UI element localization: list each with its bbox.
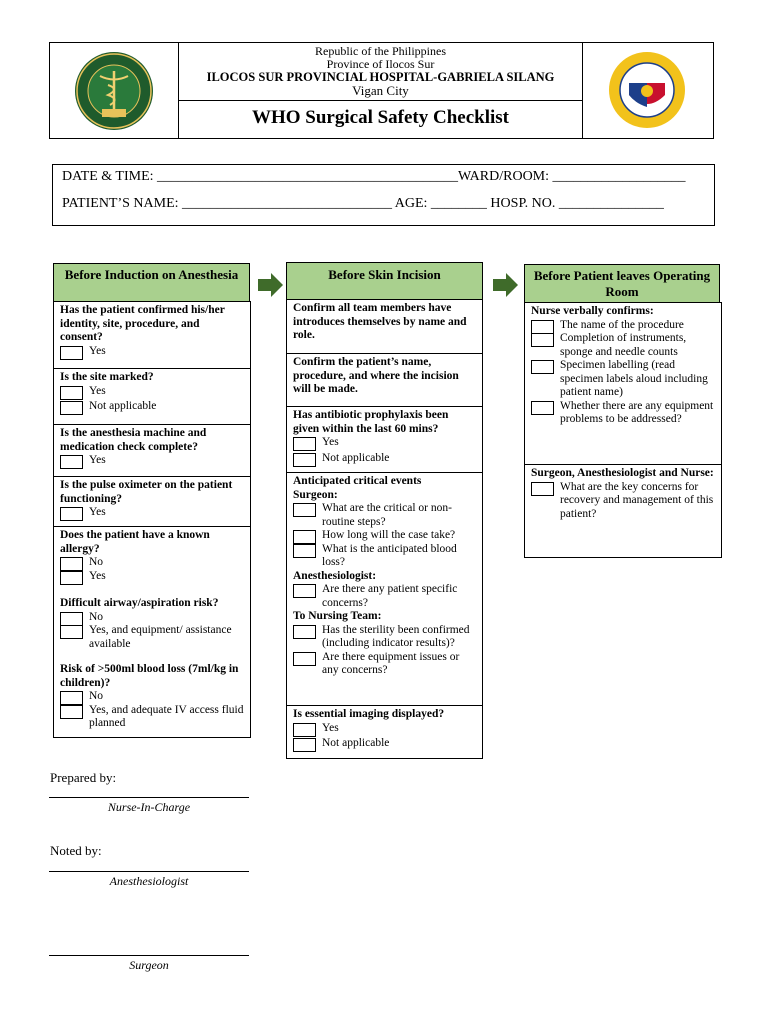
option[interactable] (60, 611, 244, 625)
option[interactable] (293, 651, 476, 678)
option-label: No (89, 610, 104, 623)
hospital-seal-cell (50, 43, 179, 138)
noted-by-label: Noted by: (50, 843, 102, 858)
surgeon-label: Surgeon (129, 958, 169, 972)
col1-section-risks (54, 527, 250, 737)
option[interactable] (293, 737, 476, 751)
document-header (49, 42, 714, 139)
option-label: Yes (89, 569, 106, 582)
col2-checklist (286, 299, 483, 759)
question: Anticipated critical events (293, 475, 422, 487)
question: Difficult airway/aspiration risk? (60, 597, 219, 609)
option-label: What are the critical or non-routine steps? (322, 502, 452, 528)
subheading: To Nursing Team: (293, 610, 382, 622)
option-label: Yes (322, 721, 339, 734)
option[interactable] (60, 400, 244, 414)
option-label: Yes (89, 506, 106, 518)
option-label: Yes (89, 344, 106, 357)
question: Nurse verbally confirms: (531, 305, 654, 317)
option[interactable] (60, 454, 244, 468)
option-label: Are there equipment issues or any concerns? (322, 650, 460, 676)
option[interactable] (531, 481, 715, 522)
option[interactable] (60, 624, 244, 651)
col2-section-antibiotic (287, 407, 482, 473)
option[interactable] (60, 690, 244, 704)
republic-line: Republic of the Philippines (315, 44, 446, 58)
option[interactable] (60, 556, 244, 570)
option[interactable] (531, 400, 715, 427)
option-label: Not applicable (322, 451, 390, 464)
col2-header: Before Skin Incision (286, 262, 483, 300)
col3-section-team (525, 465, 721, 557)
option-label: Yes (322, 436, 339, 448)
header-text (178, 43, 583, 138)
signature-line[interactable] (49, 797, 249, 798)
col3-section-nurse (525, 303, 721, 465)
option[interactable] (531, 332, 715, 359)
question: Does the patient have a known allergy? (60, 529, 210, 555)
question: Is the anesthesia machine and medication check complete? (60, 427, 207, 453)
question: Surgeon, Anesthesiologist and Nurse: (531, 467, 714, 479)
option-label: Yes, and adequate IV access fluid planned (89, 703, 244, 729)
checkbox[interactable] (293, 503, 316, 517)
option-label: No (89, 690, 104, 702)
question: Risk of >500ml blood loss (7ml/kg in children)? (60, 663, 239, 689)
checkbox[interactable] (60, 571, 83, 585)
option[interactable] (293, 722, 476, 736)
question: Is the pulse oximeter on the patient functioning? (60, 479, 233, 505)
hospital-seal-icon (50, 43, 178, 138)
signature-line[interactable] (49, 871, 249, 872)
anesthesiologist-label: Anesthesiologist (109, 874, 189, 888)
subheading: Surgeon: (293, 488, 338, 501)
option[interactable] (60, 570, 244, 584)
col1-section-oximeter (54, 477, 250, 527)
col1-checklist (53, 301, 251, 738)
province-seal-icon (583, 43, 713, 138)
option-label: No (89, 556, 104, 568)
option-label: Yes, and equipment/ assistance available (89, 624, 232, 650)
province-line: Province of Ilocos Sur (326, 57, 435, 71)
option-label: How long will the case take? (322, 529, 456, 541)
option-label: Has the sterility been confirmed (including indicator results)? (322, 623, 470, 649)
option[interactable] (293, 529, 476, 543)
checkbox[interactable] (60, 507, 83, 521)
option[interactable] (293, 624, 476, 651)
province-seal-cell (582, 43, 713, 138)
col1-header: Before Induction on Anesthesia (53, 263, 250, 302)
col1-section-anesthesia (54, 425, 250, 477)
option[interactable] (293, 502, 476, 529)
option-label: What are the key concerns for recovery and management of this patient? (560, 480, 714, 520)
prepared-by-label: Prepared by: (50, 770, 117, 785)
patient-info-box (52, 164, 715, 226)
arrow-right-icon (258, 272, 284, 298)
option-label: Whether there are any equipment problems to be addressed? (560, 399, 714, 425)
checkbox[interactable] (60, 346, 83, 360)
checkbox[interactable] (293, 738, 316, 752)
checkbox[interactable] (531, 360, 554, 374)
question: Confirm the patient’s name, procedure, and where the incision will be made. (293, 356, 459, 395)
option[interactable] (293, 436, 476, 450)
col2-section-imaging (287, 706, 482, 758)
checkbox[interactable] (293, 544, 316, 558)
option-label: Are there any patient specific concerns? (322, 583, 458, 609)
option[interactable] (531, 319, 715, 333)
col2-section-confirm (287, 354, 482, 407)
subheading: Anesthesiologist: (293, 569, 377, 582)
checkbox[interactable] (60, 401, 83, 415)
col3-header: Before Patient leaves Operating Room (524, 264, 720, 303)
option-label: Specimen labelling (read specimen labels aloud including patient name) (560, 359, 708, 398)
option[interactable] (293, 543, 476, 570)
checkbox[interactable] (60, 625, 83, 639)
option-label: Not applicable (322, 737, 390, 749)
checkbox[interactable] (60, 455, 83, 469)
col2-section-critical-events (287, 473, 482, 706)
col1-section-site (54, 369, 250, 425)
col2-section-team (287, 300, 482, 354)
checkbox[interactable] (60, 705, 83, 719)
checkbox[interactable] (531, 401, 554, 415)
question: Is essential imaging displayed? (293, 708, 445, 720)
question: Has the patient confirmed his/her identity, site, procedure, and consent? (60, 304, 225, 343)
col1-section-identity (54, 302, 250, 369)
checkbox[interactable] (293, 652, 316, 666)
option-label: Yes (89, 454, 106, 466)
option[interactable] (60, 506, 244, 520)
option-label: What is the anticipated blood loss? (322, 542, 457, 568)
option-label: Yes (89, 384, 106, 397)
question: Is the site marked? (60, 371, 154, 383)
checkbox[interactable] (293, 437, 316, 451)
checkbox[interactable] (60, 386, 83, 400)
option-label: Not applicable (89, 400, 157, 412)
option[interactable] (60, 704, 244, 731)
nurse-in-charge-label: Nurse-In-Charge (107, 800, 191, 814)
question: Confirm all team members have introduces themselves by name and role. (293, 302, 467, 341)
question: Has antibiotic prophylaxis been given within the last 60 mins? (293, 409, 449, 435)
checkbox[interactable] (293, 584, 316, 598)
option[interactable] (531, 359, 715, 400)
page-title: WHO Surgical Safety Checklist (251, 107, 510, 128)
option[interactable] (60, 385, 244, 399)
option-label: The name of the procedure (560, 318, 684, 331)
option[interactable] (60, 345, 244, 359)
date-ward-line[interactable]: DATE & TIME: ___________________________________________WARD/ROOM: ___________________ (62, 169, 686, 184)
option[interactable] (293, 583, 476, 610)
signature-line[interactable] (49, 955, 249, 956)
checkbox[interactable] (293, 625, 316, 639)
arrow-right-icon (493, 272, 519, 298)
patient-name-line[interactable]: PATIENT’S NAME: ______________________________ AGE: ________ HOSP. NO. _______________ (62, 196, 664, 211)
checkbox[interactable] (293, 723, 316, 737)
checkbox[interactable] (531, 482, 554, 496)
option[interactable] (293, 452, 476, 466)
hospital-name: ILOCOS SUR PROVINCIAL HOSPITAL-GABRIELA SILANG (206, 70, 555, 84)
col3-checklist (524, 302, 722, 558)
city-line: Vigan City (352, 83, 409, 98)
option-label: Completion of instruments, sponge and needle counts (560, 332, 687, 358)
checkbox[interactable] (293, 453, 316, 467)
checkbox[interactable] (531, 333, 554, 347)
